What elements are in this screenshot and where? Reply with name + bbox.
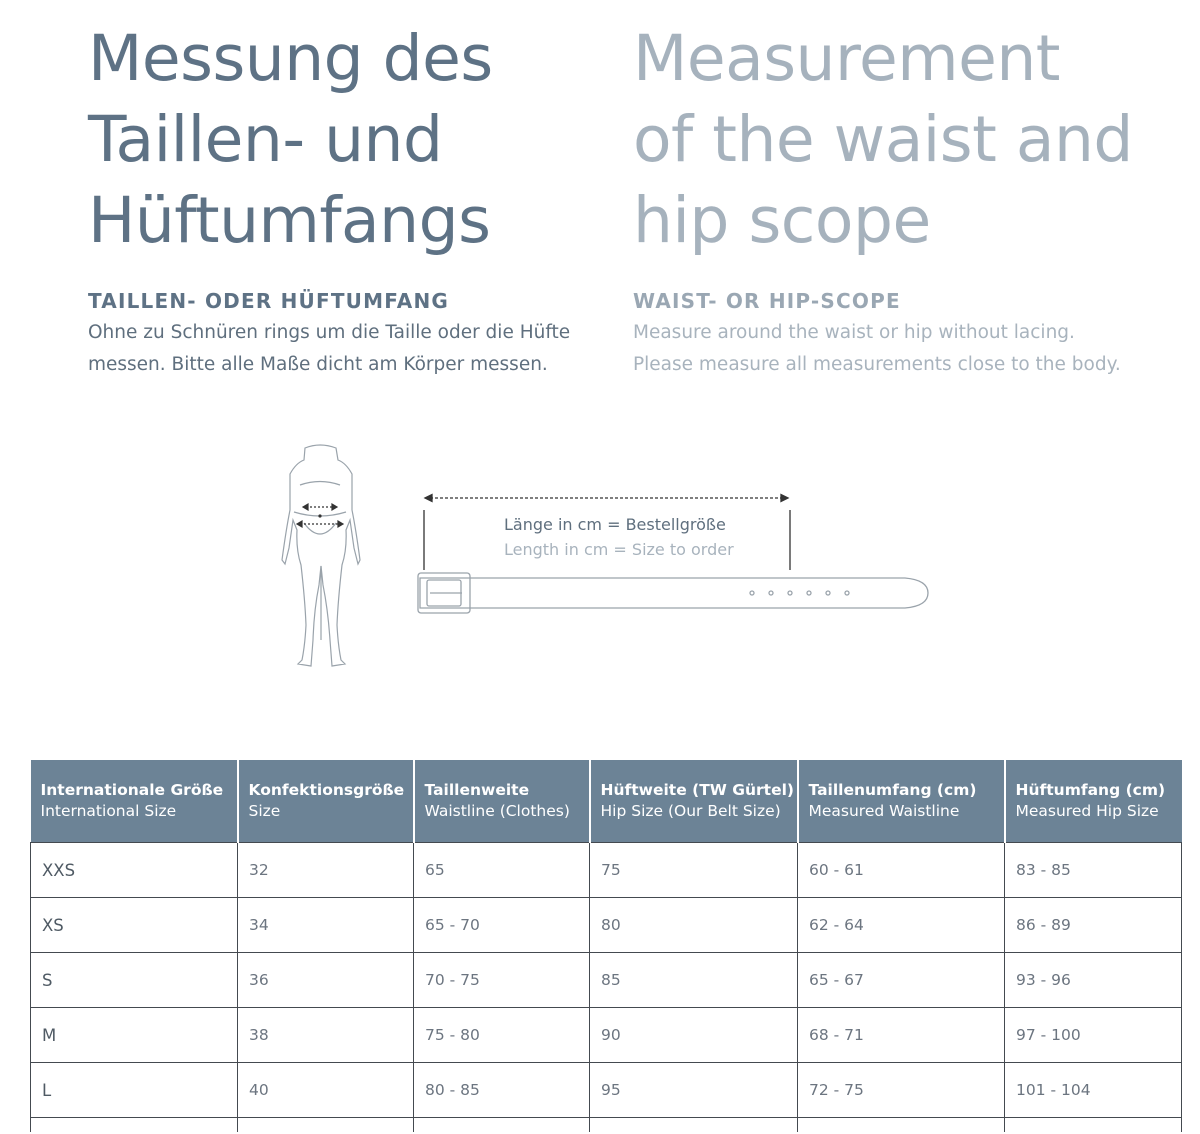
table-cell <box>1005 1118 1182 1133</box>
column-header-label-de: Konfektionsgröße <box>248 781 405 799</box>
table-cell: 36 <box>238 953 414 1008</box>
german-subheading: TAILLEN- ODER HÜFTUMFANG <box>88 289 450 313</box>
english-headline-line: hip scope <box>633 184 931 257</box>
table-cell: 38 <box>238 1008 414 1063</box>
english-headline <box>633 18 1173 261</box>
german-body <box>88 317 608 381</box>
table-row <box>31 1063 1182 1118</box>
table-cell: 75 - 80 <box>414 1008 590 1063</box>
column-header-measured-hip-size <box>1005 760 1182 843</box>
english-body-line: Please measure all measurements close to the body. <box>633 354 1121 375</box>
size-table <box>30 760 1182 1132</box>
table-cell <box>798 1118 1005 1133</box>
table-cell: 68 - 71 <box>798 1008 1005 1063</box>
table-cell: 101 - 104 <box>1005 1063 1182 1118</box>
table-cell: L <box>31 1063 238 1118</box>
column-header-label-de: Hüftumfang (cm) <box>1015 781 1166 799</box>
table-cell: 60 - 61 <box>798 843 1005 898</box>
table-cell: 97 - 100 <box>1005 1008 1182 1063</box>
table-cell <box>590 1118 798 1133</box>
table-cell: 80 - 85 <box>414 1063 590 1118</box>
german-body-line: Ohne zu Schnüren rings um die Taille oder die Hüfte <box>88 322 571 343</box>
table-row-cut-off <box>31 1118 1182 1133</box>
table-cell <box>414 1118 590 1133</box>
table-cell: 72 - 75 <box>798 1063 1005 1118</box>
german-body-line: messen. Bitte alle Maße dicht am Körper messen. <box>88 354 548 375</box>
english-body-line: Measure around the waist or hip without lacing. <box>633 322 1075 343</box>
table-cell: 40 <box>238 1063 414 1118</box>
column-header-label-de: Taillenweite <box>424 781 530 799</box>
table-header-row <box>31 760 1182 843</box>
german-headline-line: Messung des <box>88 22 493 95</box>
table-cell: M <box>31 1008 238 1063</box>
table-cell: XXS <box>31 843 238 898</box>
length-label-en: Length in cm = Size to order <box>504 540 734 559</box>
table-cell: S <box>31 953 238 1008</box>
table-cell: 86 - 89 <box>1005 898 1182 953</box>
table-row <box>31 898 1182 953</box>
table-cell: 90 <box>590 1008 798 1063</box>
column-header-label-en: Measured Hip Size <box>1015 802 1159 820</box>
table-cell: 32 <box>238 843 414 898</box>
table-cell: 65 <box>414 843 590 898</box>
table-cell: 75 <box>590 843 798 898</box>
english-body <box>633 317 1173 381</box>
german-headline-line: Taillen- und <box>88 103 443 176</box>
table-cell: 83 - 85 <box>1005 843 1182 898</box>
german-headline-line: Hüftumfangs <box>88 184 491 257</box>
table-cell <box>238 1118 414 1133</box>
body-figure-icon <box>282 445 360 666</box>
table-cell: 65 - 67 <box>798 953 1005 1008</box>
table-cell: 62 - 64 <box>798 898 1005 953</box>
english-headline-line: Measurement <box>633 22 1061 95</box>
column-header-international-size <box>31 760 238 843</box>
table-cell: 70 - 75 <box>414 953 590 1008</box>
table-cell <box>31 1118 238 1133</box>
english-section <box>633 18 1173 381</box>
belt-icon <box>418 573 928 613</box>
length-label-de: Länge in cm = Bestellgröße <box>504 515 726 534</box>
column-header-label-de: Taillenumfang (cm) <box>808 781 977 799</box>
column-header-hip-size <box>590 760 798 843</box>
column-header-label-de: Internationale Größe <box>40 781 224 799</box>
table-cell: 65 - 70 <box>414 898 590 953</box>
table-cell: 80 <box>590 898 798 953</box>
table-cell: 85 <box>590 953 798 1008</box>
table-row <box>31 1008 1182 1063</box>
measurement-illustration <box>0 440 1200 680</box>
column-header-label-en: Measured Waistline <box>808 802 960 820</box>
column-header-label-en: Hip Size (Our Belt Size) <box>600 802 781 820</box>
table-row <box>31 843 1182 898</box>
table-cell: XS <box>31 898 238 953</box>
column-header-waistline <box>414 760 590 843</box>
table-cell: 95 <box>590 1063 798 1118</box>
column-header-label-en: Size <box>248 802 281 820</box>
german-section <box>88 18 608 381</box>
german-headline <box>88 18 608 261</box>
column-header-label-en: Waistline (Clothes) <box>424 802 570 820</box>
table-cell: 93 - 96 <box>1005 953 1182 1008</box>
column-header-measured-waistline <box>798 760 1005 843</box>
english-headline-line: of the waist and <box>633 103 1133 176</box>
table-cell: 34 <box>238 898 414 953</box>
column-header-size <box>238 760 414 843</box>
column-header-label-de: Hüftweite (TW Gürtel) <box>600 781 794 799</box>
table-row <box>31 953 1182 1008</box>
english-subheading: WAIST- OR HIP-SCOPE <box>633 289 901 313</box>
column-header-label-en: International Size <box>40 802 177 820</box>
